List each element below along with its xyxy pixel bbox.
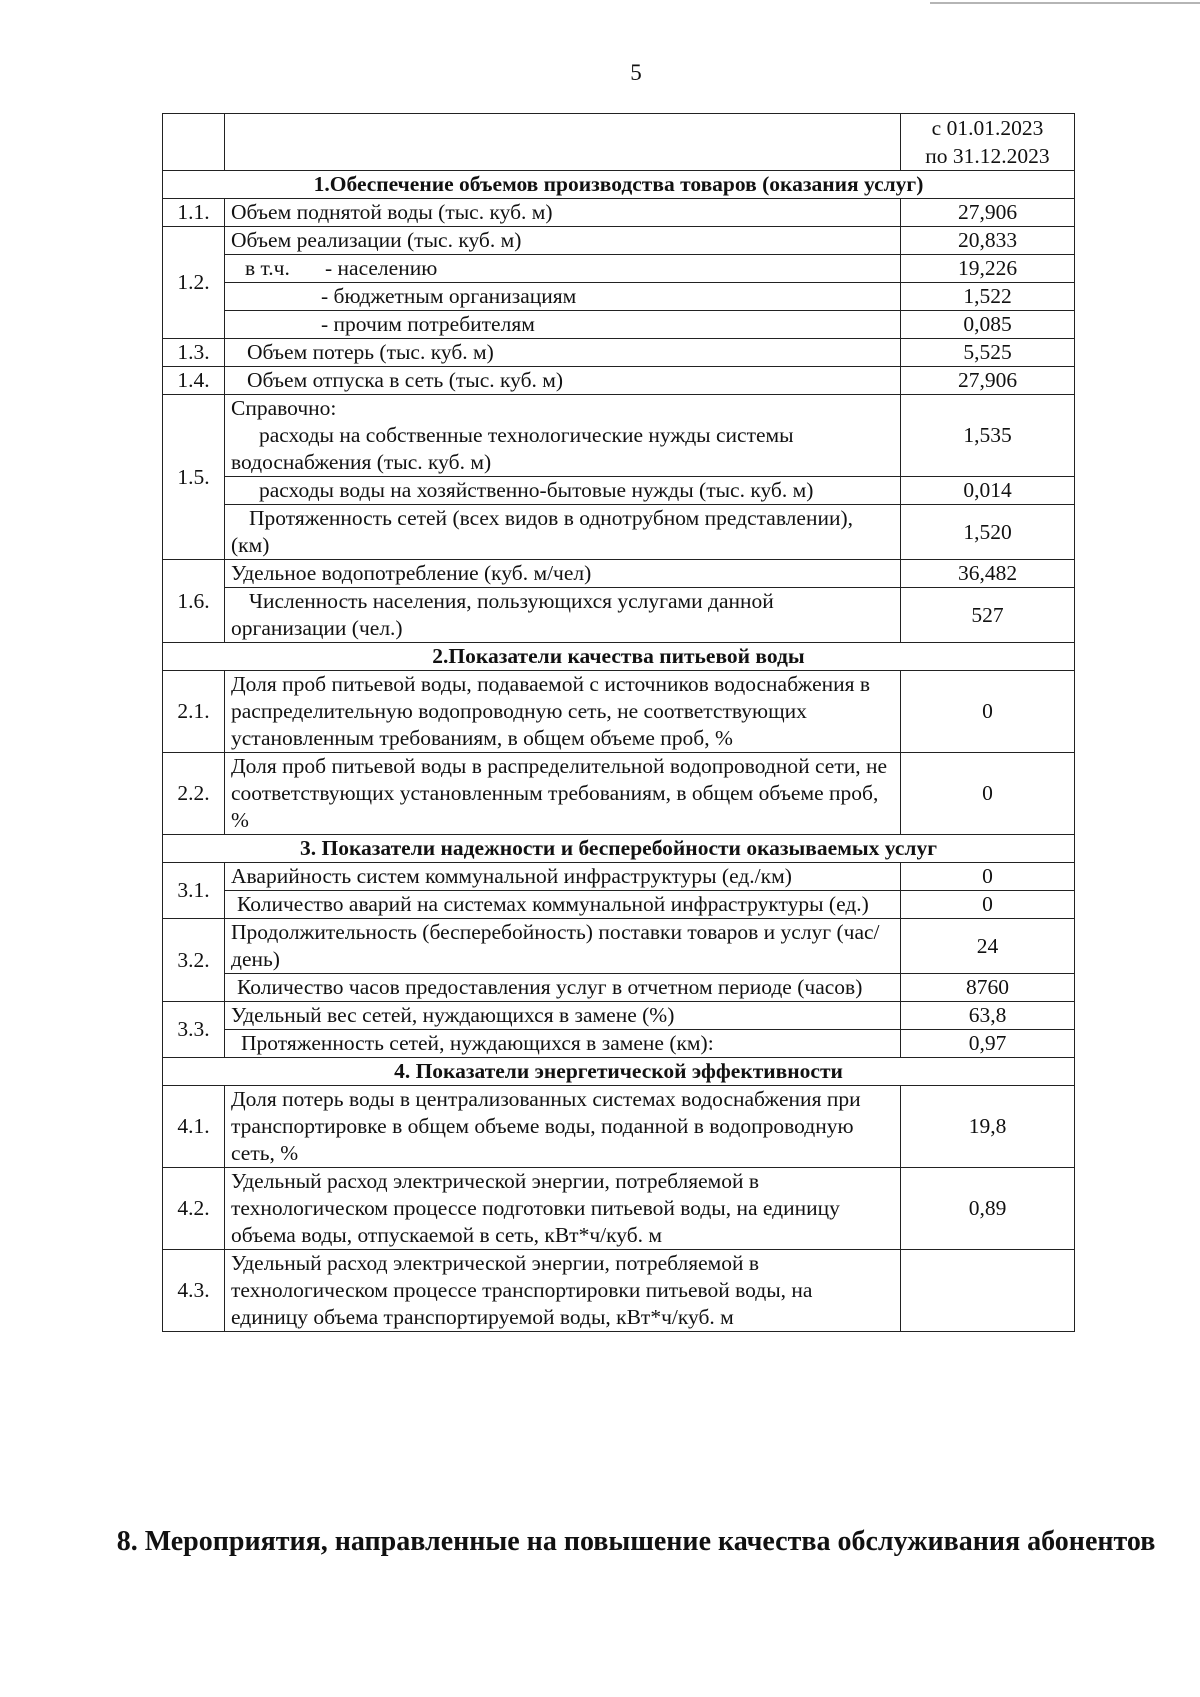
row-value: 8760 bbox=[901, 974, 1075, 1002]
header-label-cell bbox=[225, 114, 901, 171]
row-label: Доля потерь воды в централизованных системах водоснабжения при транспортировке в общем объеме воды, поданной в водопроводную сеть, % bbox=[225, 1086, 901, 1168]
row-value: 0,89 bbox=[901, 1168, 1075, 1250]
row-value: 1,520 bbox=[901, 505, 1075, 560]
period-end: по 31.12.2023 bbox=[925, 144, 1050, 168]
row-label: расходы на собственные технологические нужды системы водоснабжения (тыс. куб. м) bbox=[231, 423, 794, 474]
row-label: Объем отпуска в сеть (тыс. куб. м) bbox=[225, 367, 901, 395]
table-row bbox=[163, 671, 1075, 753]
table-row bbox=[163, 560, 1075, 588]
row-label: Количество часов предоставления услуг в отчетном периоде (часов) bbox=[237, 975, 863, 999]
table-row bbox=[163, 891, 1075, 919]
row-value: 27,906 bbox=[901, 367, 1075, 395]
table-row bbox=[163, 367, 1075, 395]
row-label: Удельный вес сетей, нуждающихся в замене (%) bbox=[225, 1002, 901, 1030]
table-row bbox=[163, 974, 1075, 1002]
section-row bbox=[163, 171, 1075, 199]
row-number: 1.2. bbox=[163, 227, 225, 339]
row-label: расходы воды на хозяйственно-бытовые нужды (тыс. куб. м) bbox=[259, 478, 814, 502]
period-cell bbox=[901, 114, 1075, 171]
row-value: 36,482 bbox=[901, 560, 1075, 588]
row-number: 1.4. bbox=[163, 367, 225, 395]
section-row bbox=[163, 835, 1075, 863]
table-row bbox=[163, 283, 1075, 311]
row-label: Удельный расход электрической энергии, потребляемой в технологическом процессе транспортировки питьевой воды, на единицу объема транспортируемой воды, кВт*ч/куб. м bbox=[225, 1250, 901, 1332]
row-label: Доля проб питьевой воды, подаваемой с источников водоснабжения в распределительную водопроводную сеть, не соответствующих установленным требованиям, в общем объеме проб, % bbox=[225, 671, 901, 753]
row-label-block bbox=[225, 477, 901, 505]
row-value: 0 bbox=[901, 891, 1075, 919]
table-row bbox=[163, 1030, 1075, 1058]
section-title-2: 2.Показатели качества питьевой воды bbox=[163, 643, 1075, 671]
row-value: 0,97 bbox=[901, 1030, 1075, 1058]
table-row bbox=[163, 1250, 1075, 1332]
row-value: 27,906 bbox=[901, 199, 1075, 227]
row-label: Количество аварий на системах коммунальной инфраструктуры (ед.) bbox=[237, 892, 869, 916]
row-value: 0 bbox=[901, 671, 1075, 753]
table-row bbox=[163, 919, 1075, 974]
sub-prefix: в т.ч. bbox=[245, 256, 290, 280]
row-label: - бюджетным организациям bbox=[225, 283, 901, 311]
section-title-4: 4. Показатели энергетической эффективности bbox=[163, 1058, 1075, 1086]
row-value: 5,525 bbox=[901, 339, 1075, 367]
row-number: 4.3. bbox=[163, 1250, 225, 1332]
row-value: 20,833 bbox=[901, 227, 1075, 255]
row-number: 2.1. bbox=[163, 671, 225, 753]
row-label-block bbox=[225, 395, 901, 477]
table-row bbox=[163, 199, 1075, 227]
table-row bbox=[163, 339, 1075, 367]
row-number: 1.1. bbox=[163, 199, 225, 227]
row-number: 4.2. bbox=[163, 1168, 225, 1250]
row-number: 2.2. bbox=[163, 753, 225, 835]
table-row bbox=[163, 863, 1075, 891]
row-number: 1.6. bbox=[163, 560, 225, 643]
row-label: Объем поднятой воды (тыс. куб. м) bbox=[225, 199, 901, 227]
row-value: 24 bbox=[901, 919, 1075, 974]
row-label: Удельный расход электрической энергии, потребляемой в технологическом процессе подготовки питьевой воды, на единицу объема воды, отпускаемой в сеть, кВт*ч/куб. м bbox=[225, 1168, 901, 1250]
row-label: - населению bbox=[325, 256, 438, 280]
row-label: Объем потерь (тыс. куб. м) bbox=[225, 339, 901, 367]
table-row bbox=[163, 255, 1075, 283]
row-value: 1,522 bbox=[901, 283, 1075, 311]
section-row bbox=[163, 643, 1075, 671]
section-title-1: 1.Обеспечение объемов производства товаров (оказания услуг) bbox=[163, 171, 1075, 199]
section-title-3: 3. Показатели надежности и бесперебойности оказываемых услуг bbox=[163, 835, 1075, 863]
table-row bbox=[163, 1168, 1075, 1250]
row-label: Продолжительность (бесперебойность) поставки товаров и услуг (час/день) bbox=[225, 919, 901, 974]
table-row bbox=[163, 1002, 1075, 1030]
table-row bbox=[163, 588, 1075, 643]
row-label: Объем реализации (тыс. куб. м) bbox=[225, 227, 901, 255]
row-label-block bbox=[225, 588, 901, 643]
row-label-sub bbox=[225, 255, 901, 283]
row-value: 0 bbox=[901, 863, 1075, 891]
row-value: 527 bbox=[901, 588, 1075, 643]
row-number: 3.2. bbox=[163, 919, 225, 1002]
row-label-block bbox=[225, 891, 901, 919]
table-row bbox=[163, 505, 1075, 560]
table-row bbox=[163, 1086, 1075, 1168]
row-label: Протяженность сетей (всех видов в однотрубном представлении), (км) bbox=[231, 506, 854, 557]
page-number: 5 bbox=[630, 60, 642, 85]
row-value: 19,226 bbox=[901, 255, 1075, 283]
header-num-cell bbox=[163, 114, 225, 171]
row-label: Численность населения, пользующихся услугами данной организации (чел.) bbox=[231, 589, 774, 640]
row-value: 0 bbox=[901, 753, 1075, 835]
table-header-row bbox=[163, 114, 1075, 171]
row-label-block bbox=[225, 974, 901, 1002]
indicators-table bbox=[162, 113, 1075, 1332]
row-number: 1.5. bbox=[163, 395, 225, 560]
row-value: 1,535 bbox=[901, 395, 1075, 477]
reference-heading: Справочно: bbox=[231, 396, 337, 420]
row-number: 3.3. bbox=[163, 1002, 225, 1058]
row-number: 1.3. bbox=[163, 339, 225, 367]
row-label: Аварийность систем коммунальной инфраструктуры (ед./км) bbox=[225, 863, 901, 891]
row-label-block bbox=[225, 505, 901, 560]
table-row bbox=[163, 311, 1075, 339]
row-label: Протяженность сетей, нуждающихся в замене (км): bbox=[225, 1030, 901, 1058]
row-value: 19,8 bbox=[901, 1086, 1075, 1168]
row-value bbox=[901, 1250, 1075, 1332]
section-heading: 8. Мероприятия, направленные на повышение качества обслуживания абонентов bbox=[116, 1526, 1156, 1557]
table-row bbox=[163, 477, 1075, 505]
row-label: - прочим потребителям bbox=[225, 311, 901, 339]
period-start: с 01.01.2023 bbox=[931, 116, 1044, 140]
section-row bbox=[163, 1058, 1075, 1086]
row-value: 0,014 bbox=[901, 477, 1075, 505]
row-number: 3.1. bbox=[163, 863, 225, 919]
row-label: Доля проб питьевой воды в распределительной водопроводной сети, не соответствующих установленным требованиям, в общем объеме проб, % bbox=[225, 753, 901, 835]
table-row bbox=[163, 227, 1075, 255]
table-row bbox=[163, 395, 1075, 477]
row-value: 63,8 bbox=[901, 1002, 1075, 1030]
row-number: 4.1. bbox=[163, 1086, 225, 1168]
row-label: Удельное водопотребление (куб. м/чел) bbox=[225, 560, 901, 588]
row-value: 0,085 bbox=[901, 311, 1075, 339]
table-row bbox=[163, 753, 1075, 835]
scan-edge-line bbox=[930, 2, 1200, 4]
